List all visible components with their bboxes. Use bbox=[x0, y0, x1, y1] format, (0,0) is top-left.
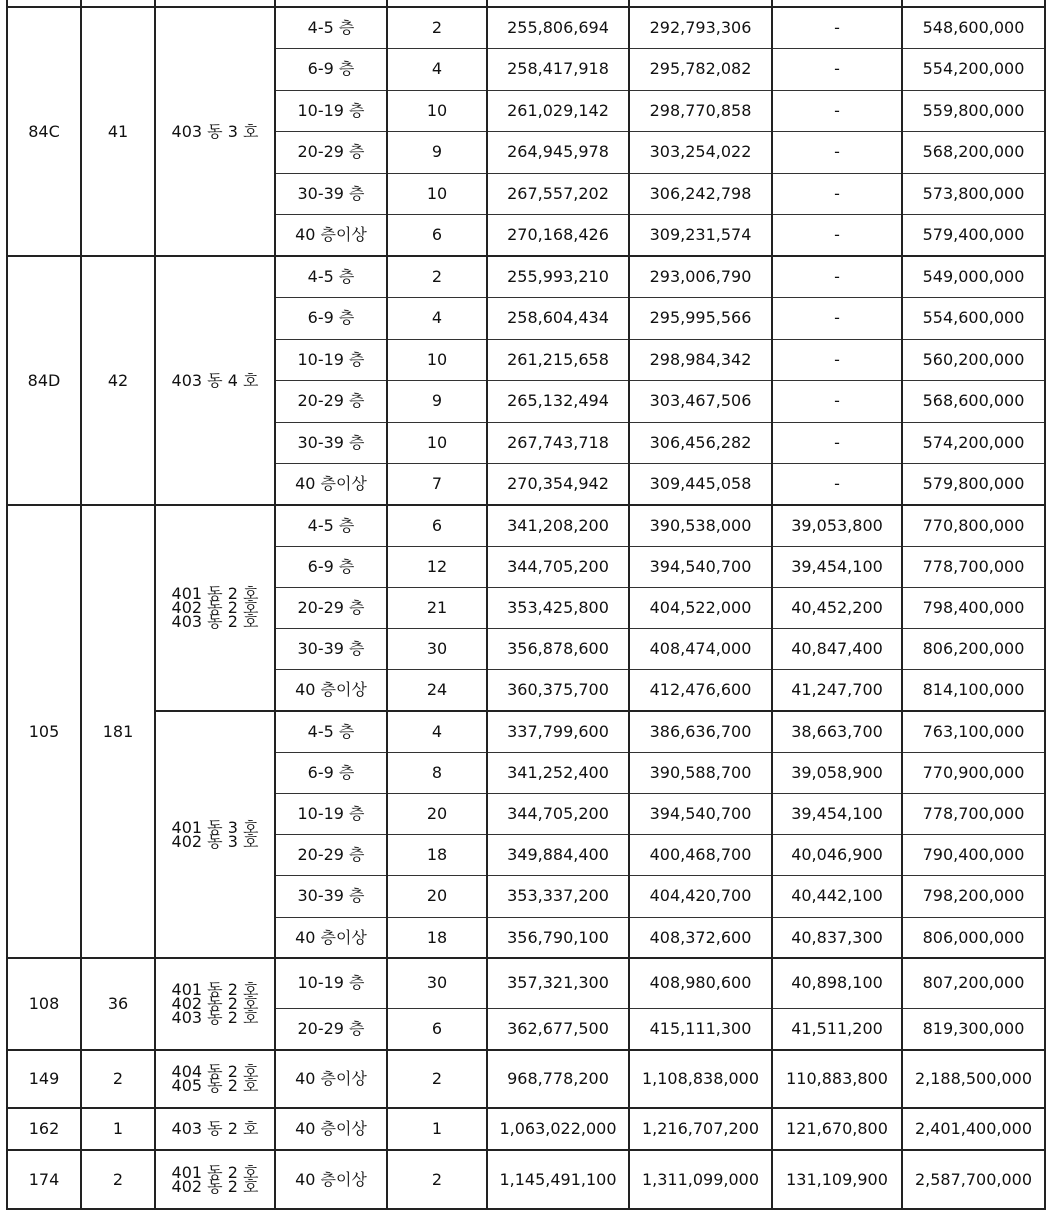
total-price-cell: 554,600,000 bbox=[922, 308, 1025, 327]
unit-count-cell: 18 bbox=[426, 927, 448, 947]
column-divider bbox=[628, 0, 630, 1210]
total-units-cell: 36 bbox=[107, 994, 129, 1013]
building-price-cell: 295,782,082 bbox=[649, 59, 752, 78]
vat-cell: 40,442,100 bbox=[791, 886, 883, 905]
total-price-cell: 559,800,000 bbox=[922, 100, 1025, 120]
floor-range-cell: 20-29 층 bbox=[297, 844, 365, 864]
total-price-cell: 548,600,000 bbox=[922, 17, 1025, 37]
building-price-cell: 386,636,700 bbox=[649, 721, 752, 741]
floor-range-cell: 40 층이상 bbox=[295, 680, 367, 699]
building-price-cell: 404,522,000 bbox=[649, 597, 752, 617]
vat-cell: 121,670,800 bbox=[786, 1119, 888, 1138]
land-price-cell: 255,806,694 bbox=[507, 17, 609, 37]
land-price-cell: 261,029,142 bbox=[507, 100, 609, 120]
floor-range-cell: 6-9 층 bbox=[307, 762, 355, 782]
unit-count-cell: 2 bbox=[431, 17, 443, 37]
unit-count-cell: 4 bbox=[431, 308, 443, 327]
unit-type-cell: 149 bbox=[28, 1069, 60, 1088]
total-price-cell: 819,300,000 bbox=[922, 1019, 1025, 1038]
land-price-cell: 264,945,978 bbox=[507, 142, 609, 161]
dong-ho-line: 403 동 4 호 bbox=[171, 370, 259, 390]
land-price-cell: 1,145,491,100 bbox=[499, 1169, 617, 1189]
vat-cell: 39,454,100 bbox=[791, 803, 883, 823]
building-price-cell: 298,770,858 bbox=[649, 100, 752, 120]
building-price-cell: 293,006,790 bbox=[649, 266, 752, 286]
floor-range-cell: 20-29 층 bbox=[297, 1019, 365, 1038]
column-divider bbox=[154, 0, 156, 1210]
column-divider bbox=[386, 0, 388, 1210]
column-divider bbox=[771, 0, 773, 1210]
total-price-cell: 770,800,000 bbox=[922, 515, 1025, 535]
dong-ho-cell bbox=[155, 256, 275, 505]
building-price-cell: 404,420,700 bbox=[649, 886, 752, 905]
floor-range-cell: 6-9 층 bbox=[307, 308, 355, 327]
vat-cell: - bbox=[834, 308, 840, 327]
unit-count-cell: 4 bbox=[431, 59, 443, 78]
unit-count-cell: 6 bbox=[431, 1019, 443, 1038]
unit-type-cell: 84C bbox=[28, 121, 60, 141]
total-price-cell: 763,100,000 bbox=[922, 721, 1025, 741]
unit-type-cell: 162 bbox=[28, 1119, 60, 1138]
floor-range-cell: 40 층이상 bbox=[295, 1169, 367, 1189]
dong-ho-line: 403 동 2 호 bbox=[171, 1119, 259, 1138]
unit-count-cell: 18 bbox=[426, 844, 448, 864]
vat-cell: - bbox=[834, 266, 840, 286]
unit-count-cell: 12 bbox=[426, 556, 448, 576]
floor-range-cell: 4-5 층 bbox=[307, 515, 355, 535]
building-price-cell: 1,216,707,200 bbox=[641, 1119, 760, 1138]
dong-ho-cell bbox=[155, 1108, 275, 1150]
land-price-cell: 968,778,200 bbox=[507, 1069, 609, 1088]
unit-count-cell: 7 bbox=[431, 474, 443, 493]
floor-range-cell: 30-39 층 bbox=[297, 638, 365, 658]
unit-count-cell: 20 bbox=[426, 886, 448, 905]
total-price-cell: 778,700,000 bbox=[922, 556, 1025, 576]
dong-ho-cell bbox=[155, 7, 275, 256]
land-price-cell: 344,705,200 bbox=[507, 803, 609, 823]
land-price-cell: 267,557,202 bbox=[507, 183, 609, 203]
total-price-cell: 814,100,000 bbox=[922, 680, 1025, 699]
building-price-cell: 390,538,000 bbox=[649, 515, 752, 535]
total-price-cell: 770,900,000 bbox=[922, 762, 1025, 782]
unit-count-cell: 10 bbox=[426, 100, 448, 120]
vat-cell: 38,663,700 bbox=[791, 721, 883, 741]
dong-ho-line: 403 동 2 호 bbox=[171, 612, 259, 631]
land-price-cell: 261,215,658 bbox=[507, 349, 609, 369]
unit-count-cell: 2 bbox=[431, 266, 443, 286]
dong-ho-cell bbox=[155, 505, 275, 711]
total-units-cell: 41 bbox=[107, 121, 129, 141]
building-price-cell: 295,995,566 bbox=[649, 308, 752, 327]
land-price-cell: 337,799,600 bbox=[507, 721, 609, 741]
floor-range-cell: 40 층이상 bbox=[295, 927, 367, 947]
total-units-cell: 2 bbox=[112, 1069, 124, 1088]
land-price-cell: 270,168,426 bbox=[507, 225, 609, 244]
total-price-cell: 2,188,500,000 bbox=[914, 1069, 1033, 1088]
land-price-cell: 349,884,400 bbox=[507, 844, 609, 864]
total-price-cell: 579,400,000 bbox=[922, 225, 1025, 244]
total-units-cell: 1 bbox=[112, 1119, 124, 1138]
unit-count-cell: 1 bbox=[431, 1119, 443, 1138]
floor-range-cell: 40 층이상 bbox=[295, 225, 367, 244]
dong-ho-line: 402 동 3 호 bbox=[171, 831, 259, 851]
dong-ho-line: 401 동 3 호 bbox=[171, 817, 259, 837]
column-divider bbox=[6, 0, 8, 1210]
land-price-cell: 270,354,942 bbox=[507, 474, 609, 493]
vat-cell: 40,898,100 bbox=[791, 973, 883, 992]
land-price-cell: 255,993,210 bbox=[507, 266, 609, 286]
building-price-cell: 1,311,099,000 bbox=[641, 1169, 760, 1189]
vat-cell: - bbox=[834, 183, 840, 203]
column-divider bbox=[901, 0, 903, 1210]
floor-range-cell: 20-29 층 bbox=[297, 597, 365, 617]
vat-cell: - bbox=[834, 225, 840, 244]
total-units-cell: 42 bbox=[107, 370, 129, 390]
vat-cell: - bbox=[834, 391, 840, 410]
dong-ho-cell bbox=[155, 958, 275, 1050]
floor-range-cell: 10-19 층 bbox=[297, 803, 365, 823]
floor-range-cell: 6-9 층 bbox=[307, 556, 355, 576]
floor-range-cell: 20-29 층 bbox=[297, 391, 365, 410]
building-price-cell: 306,242,798 bbox=[649, 183, 752, 203]
total-units-cell: 181 bbox=[102, 721, 134, 741]
land-price-cell: 360,375,700 bbox=[507, 680, 609, 699]
unit-type-cell: 174 bbox=[28, 1169, 60, 1189]
vat-cell: 41,511,200 bbox=[791, 1019, 883, 1038]
floor-range-cell: 30-39 층 bbox=[297, 432, 365, 452]
total-price-cell: 573,800,000 bbox=[922, 183, 1025, 203]
dong-ho-line: 401 동 2 호 bbox=[171, 584, 259, 603]
unit-count-cell: 6 bbox=[431, 225, 443, 244]
building-price-cell: 394,540,700 bbox=[649, 556, 752, 576]
building-price-cell: 303,254,022 bbox=[649, 142, 752, 161]
unit-count-cell: 8 bbox=[431, 762, 443, 782]
building-price-cell: 292,793,306 bbox=[649, 17, 752, 37]
unit-type-cell: 108 bbox=[28, 994, 60, 1013]
unit-count-cell: 30 bbox=[426, 638, 448, 658]
dong-ho-line: 402 동 2 호 bbox=[171, 1176, 259, 1196]
unit-type-cell: 105 bbox=[28, 721, 60, 741]
land-price-cell: 356,878,600 bbox=[507, 638, 609, 658]
vat-cell: 40,847,400 bbox=[791, 638, 883, 658]
land-price-cell: 258,604,434 bbox=[507, 308, 609, 327]
building-price-cell: 400,468,700 bbox=[649, 844, 752, 864]
land-price-cell: 357,321,300 bbox=[507, 973, 609, 992]
building-price-cell: 303,467,506 bbox=[649, 391, 752, 410]
total-price-cell: 579,800,000 bbox=[922, 474, 1025, 493]
total-price-cell: 798,200,000 bbox=[922, 886, 1025, 905]
unit-count-cell: 10 bbox=[426, 349, 448, 369]
total-price-cell: 574,200,000 bbox=[922, 432, 1025, 452]
land-price-cell: 356,790,100 bbox=[507, 927, 609, 947]
unit-count-cell: 2 bbox=[431, 1069, 443, 1088]
vat-cell: - bbox=[834, 432, 840, 452]
floor-range-cell: 10-19 층 bbox=[297, 973, 365, 992]
total-price-cell: 2,401,400,000 bbox=[914, 1119, 1033, 1138]
land-price-cell: 265,132,494 bbox=[507, 391, 609, 410]
total-price-cell: 560,200,000 bbox=[922, 349, 1025, 369]
total-price-cell: 806,000,000 bbox=[922, 927, 1025, 947]
row-divider bbox=[7, 1208, 1045, 1210]
floor-range-cell: 4-5 층 bbox=[307, 721, 355, 741]
unit-count-cell: 9 bbox=[431, 391, 443, 410]
total-price-cell: 554,200,000 bbox=[922, 59, 1025, 78]
unit-count-cell: 2 bbox=[431, 1169, 443, 1189]
building-price-cell: 408,474,000 bbox=[649, 638, 752, 658]
floor-range-cell: 30-39 층 bbox=[297, 886, 365, 905]
total-units-cell: 2 bbox=[112, 1169, 124, 1189]
dong-ho-line: 404 동 2 호 bbox=[171, 1062, 259, 1081]
column-divider bbox=[274, 0, 276, 1210]
vat-cell: 131,109,900 bbox=[786, 1169, 888, 1189]
column-divider bbox=[80, 0, 82, 1210]
unit-count-cell: 6 bbox=[431, 515, 443, 535]
land-price-cell: 344,705,200 bbox=[507, 556, 609, 576]
total-price-cell: 549,000,000 bbox=[922, 266, 1025, 286]
building-price-cell: 390,588,700 bbox=[649, 762, 752, 782]
vat-cell: 41,247,700 bbox=[791, 680, 883, 699]
total-price-cell: 807,200,000 bbox=[922, 973, 1025, 992]
land-price-cell: 353,425,800 bbox=[507, 597, 609, 617]
total-price-cell: 806,200,000 bbox=[922, 638, 1025, 658]
building-price-cell: 415,111,300 bbox=[649, 1019, 752, 1038]
vat-cell: - bbox=[834, 349, 840, 369]
total-price-cell: 798,400,000 bbox=[922, 597, 1025, 617]
vat-cell: - bbox=[834, 100, 840, 120]
land-price-cell: 258,417,918 bbox=[507, 59, 609, 78]
building-price-cell: 394,540,700 bbox=[649, 803, 752, 823]
floor-range-cell: 30-39 층 bbox=[297, 183, 365, 203]
vat-cell: - bbox=[834, 142, 840, 161]
vat-cell: - bbox=[834, 474, 840, 493]
land-price-cell: 362,677,500 bbox=[507, 1019, 609, 1038]
floor-range-cell: 10-19 층 bbox=[297, 349, 365, 369]
land-price-cell: 353,337,200 bbox=[507, 886, 609, 905]
dong-ho-line: 401 동 2 호 bbox=[171, 980, 259, 999]
building-price-cell: 408,372,600 bbox=[649, 927, 752, 947]
floor-range-cell: 10-19 층 bbox=[297, 100, 365, 120]
vat-cell: 40,452,200 bbox=[791, 597, 883, 617]
vat-cell: 39,058,900 bbox=[791, 762, 883, 782]
floor-range-cell: 20-29 층 bbox=[297, 142, 365, 161]
dong-ho-line: 402 동 2 호 bbox=[171, 994, 259, 1013]
vat-cell: - bbox=[834, 17, 840, 37]
floor-range-cell: 4-5 층 bbox=[307, 17, 355, 37]
building-price-cell: 306,456,282 bbox=[649, 432, 752, 452]
land-price-cell: 267,743,718 bbox=[507, 432, 609, 452]
unit-count-cell: 30 bbox=[426, 973, 448, 992]
total-price-cell: 2,587,700,000 bbox=[914, 1169, 1033, 1189]
total-price-cell: 790,400,000 bbox=[922, 844, 1025, 864]
building-price-cell: 309,231,574 bbox=[649, 225, 752, 244]
dong-ho-line: 405 동 2 호 bbox=[171, 1076, 259, 1095]
land-price-cell: 341,208,200 bbox=[507, 515, 609, 535]
total-price-cell: 778,700,000 bbox=[922, 803, 1025, 823]
floor-range-cell: 4-5 층 bbox=[307, 266, 355, 286]
column-divider bbox=[1044, 0, 1046, 1210]
floor-range-cell: 40 층이상 bbox=[295, 1069, 367, 1088]
vat-cell: - bbox=[834, 59, 840, 78]
unit-count-cell: 10 bbox=[426, 432, 448, 452]
building-price-cell: 298,984,342 bbox=[649, 349, 752, 369]
unit-count-cell: 21 bbox=[426, 597, 448, 617]
dong-ho-line: 403 동 3 호 bbox=[171, 121, 259, 141]
land-price-cell: 341,252,400 bbox=[507, 762, 609, 782]
dong-ho-cell bbox=[155, 711, 275, 958]
unit-count-cell: 20 bbox=[426, 803, 448, 823]
land-price-cell: 1,063,022,000 bbox=[499, 1119, 617, 1138]
vat-cell: 39,053,800 bbox=[791, 515, 883, 535]
building-price-cell: 412,476,600 bbox=[649, 680, 752, 699]
building-price-cell: 408,980,600 bbox=[649, 973, 752, 992]
floor-range-cell: 6-9 층 bbox=[307, 59, 355, 78]
vat-cell: 40,046,900 bbox=[791, 844, 883, 864]
total-price-cell: 568,200,000 bbox=[922, 142, 1025, 161]
column-divider bbox=[486, 0, 488, 1210]
dong-ho-cell bbox=[155, 1150, 275, 1209]
total-price-cell: 568,600,000 bbox=[922, 391, 1025, 410]
floor-range-cell: 40 층이상 bbox=[295, 474, 367, 493]
unit-count-cell: 9 bbox=[431, 142, 443, 161]
row-divider bbox=[7, 6, 1045, 8]
unit-count-cell: 4 bbox=[431, 721, 443, 741]
floor-range-cell: 40 층이상 bbox=[295, 1119, 367, 1138]
unit-count-cell: 10 bbox=[426, 183, 448, 203]
unit-count-cell: 24 bbox=[426, 680, 448, 699]
vat-cell: 39,454,100 bbox=[791, 556, 883, 576]
dong-ho-line: 401 동 2 호 bbox=[171, 1162, 259, 1182]
dong-ho-cell bbox=[155, 1050, 275, 1108]
vat-cell: 110,883,800 bbox=[786, 1069, 888, 1088]
dong-ho-line: 403 동 2 호 bbox=[171, 1008, 259, 1027]
vat-cell: 40,837,300 bbox=[791, 927, 883, 947]
building-price-cell: 1,108,838,000 bbox=[641, 1069, 760, 1088]
unit-type-cell: 84D bbox=[27, 370, 61, 390]
building-price-cell: 309,445,058 bbox=[649, 474, 752, 493]
dong-ho-line: 402 동 2 호 bbox=[171, 598, 259, 617]
